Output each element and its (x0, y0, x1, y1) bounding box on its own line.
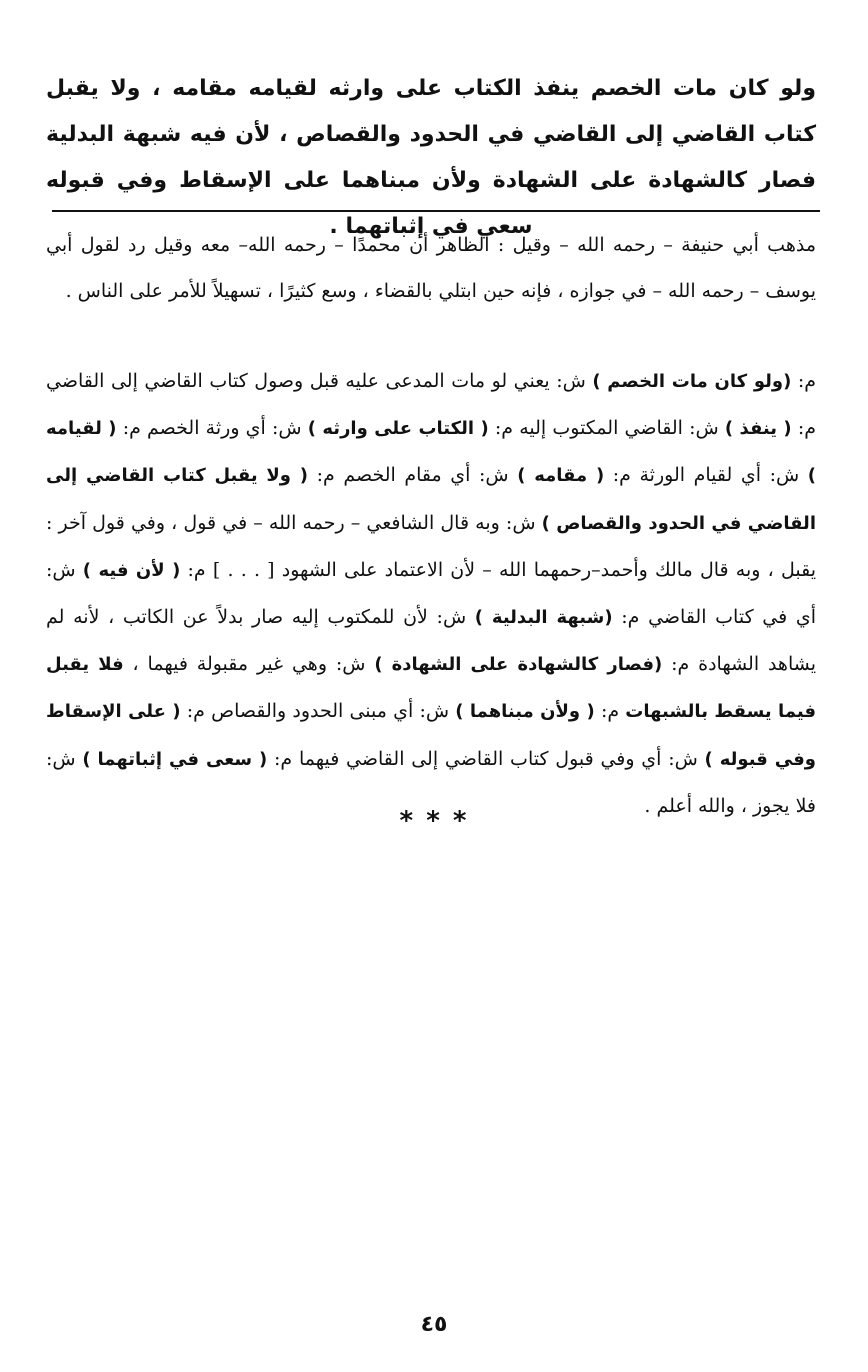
commentary-segment: ش: يعني لو مات المدعى عليه قبل وصول كتاب القاضي إلى القاضي م: (46, 370, 816, 440)
quoted-matn-segment: ( ينفذ ) (724, 418, 792, 440)
commentary-segment: ش: أي مقام الخصم م: (308, 464, 518, 487)
quoted-matn-segment: ( ولأن مبناهما ) (455, 701, 595, 723)
commentary-segment: ش: القاضي المكتوب إليه م: (488, 417, 725, 440)
quoted-matn-segment: ( لأن فيه ) (82, 559, 181, 581)
main-text: ولو كان مات الخصم ينفذ الكتاب على وارثه لقيامه مقامه ، ولا يقبل كتاب القاضي إلى القاضي في الحدود والقصاص ، لأن فيه شبهة البدلية فصار كالشهادة على الشهادة ولأن مبناهما على الإسقاط وفي قبوله سعي في إثباتهما . (46, 76, 816, 239)
footnote-divider (52, 210, 820, 212)
commentary-segment: م: (594, 700, 626, 723)
commentary-segment: ش: لأن للمكتوب إليه صار بدلاً عن الكاتب ، لأنه لم يشاهد الشهادة م: (46, 606, 816, 676)
commentary-segment: ش: وبه قال الشافعي – رحمه الله – في قول ، وفي قول آخر : يقبل ، وبه قال مالك وأحمد–رحمهما الله – لأن الاعتماد على الشهود [ . . . ] م: (46, 511, 816, 581)
footnote-text: مذهب أبي حنيفة – رحمه الله – وقيل : الظاهر أن محمدًا – رحمه الله– معه وقيل رد لقول أبي يوسف – رحمه الله – في جوازه ، فإنه حين ابتلي بالقضاء ، وسع كثيرًا ، تسهيلاً للأمر على الناس . (46, 234, 816, 302)
commentary-segment: ش: أي في كتاب القاضي م: (46, 558, 817, 629)
quoted-matn-segment: (شبهة البدلية ) (474, 607, 613, 629)
quoted-matn-segment: ( سعى في إثباتهما ) (82, 748, 268, 770)
commentary-segment: ش: أي ورثة الخصم م: (116, 417, 308, 440)
commentary-segment: ش: وهي غير مقبولة فيهما ، (123, 653, 375, 676)
quoted-matn-segment: ( الكتاب على وارثه ) (307, 418, 489, 440)
commentary-segment: ش: أي لقيام الورثة م: (604, 464, 808, 487)
quoted-matn-segment: ( ولا يقبل كتاب القاضي إلى القاضي في الحدود والقصاص ) (46, 465, 816, 534)
quoted-matn-segment: (ولو كان مات الخصم ) (592, 371, 792, 392)
quoted-matn-segment: فلا يقبل فيما يسقط بالشبهات (46, 654, 817, 723)
commentary-segment: ش: فلا يجوز ، والله أعلم . (46, 747, 816, 817)
section-separator: * * * (399, 806, 469, 836)
commentary-text (46, 358, 816, 829)
commentary-segment: م: (791, 370, 816, 392)
quoted-matn-segment: ( لقيامه ) (46, 418, 816, 487)
page-number: ٤٥ (420, 1312, 448, 1337)
commentary-segment: ش: أي مبنى الحدود والقصاص م: (180, 700, 456, 723)
quoted-matn-segment: (فصار كالشهادة على الشهادة ) (374, 654, 663, 676)
commentary-segment: ش: أي وفي قبول كتاب القاضي إلى القاضي فيهما م: (267, 747, 705, 770)
quoted-matn-segment: ( على الإسقاط وفي قبوله ) (46, 701, 816, 770)
quoted-matn-segment: ( مقامه ) (517, 465, 605, 487)
